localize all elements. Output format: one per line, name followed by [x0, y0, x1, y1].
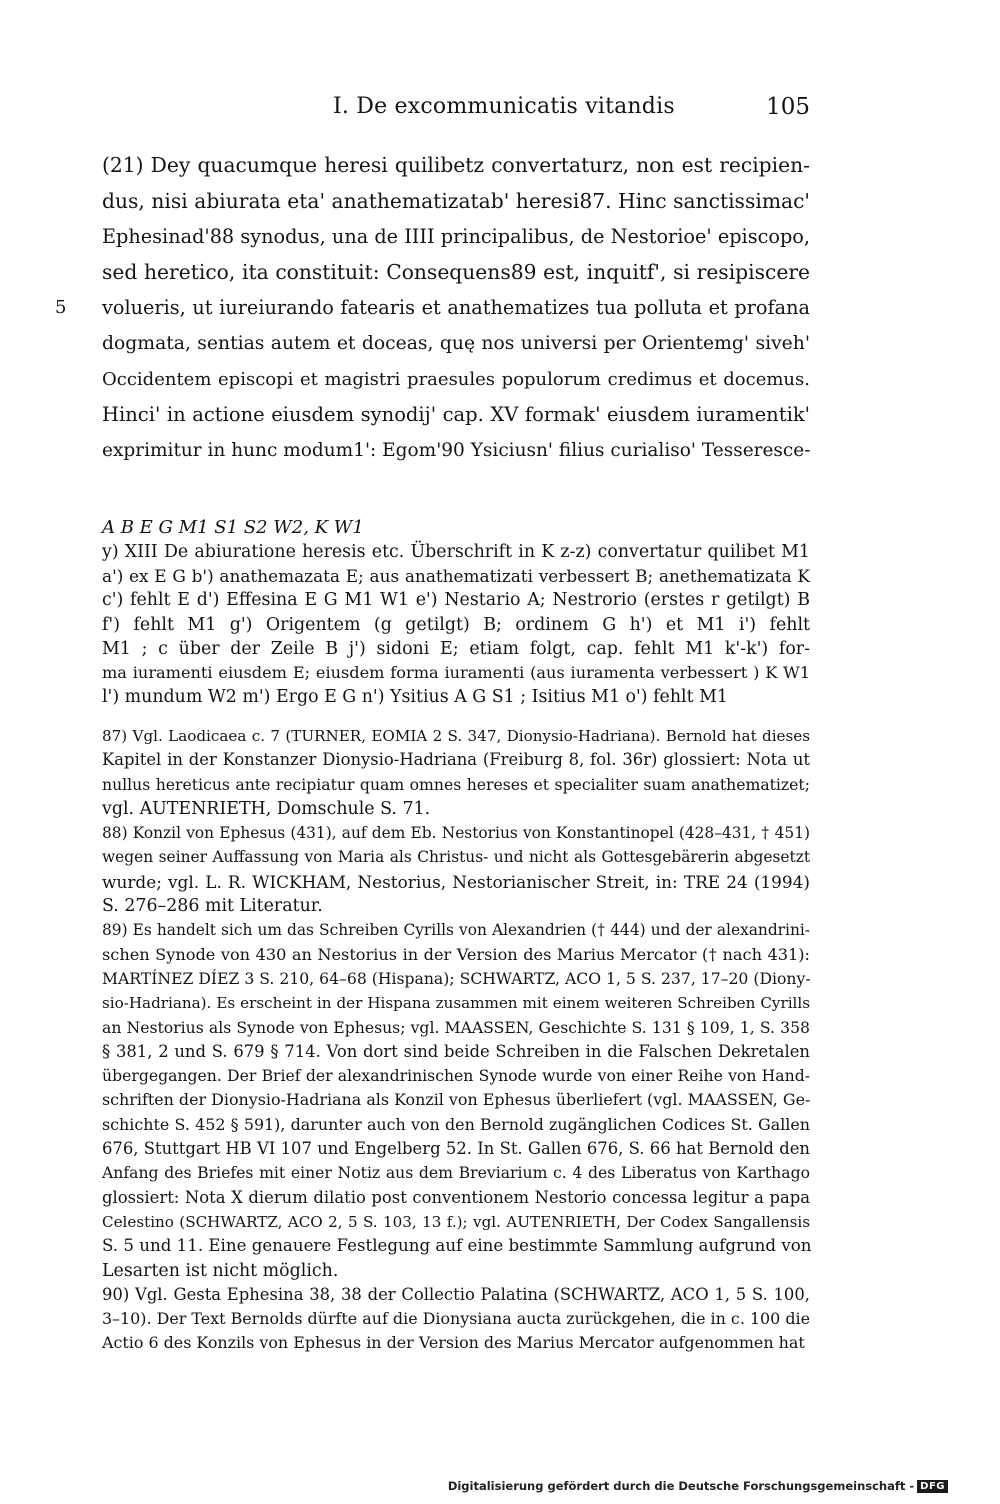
line-number: 5: [55, 297, 67, 319]
funding-note: [448, 1479, 948, 1493]
main-text-line: sed heretico, ita constituit: Consequens89 est, inquitf', si resipiscere: [102, 259, 810, 284]
footnote-line: sio-Hadriana). Es erscheint in der Hispana zusammen mit einem weiteren Schreiben Cyrills: [102, 994, 810, 1013]
footnote-line: Anfang des Briefes mit einer Notiz aus dem Breviarium c. 4 des Liberatus von Karthago: [102, 1163, 810, 1183]
running-head: [0, 92, 1000, 128]
footnotes: [102, 724, 810, 1356]
main-text-line: Hinci' in actione eiusdem synodij' cap. XV formak' eiusdem iuramentik': [102, 403, 810, 427]
footnote-line: 90) Vgl. Gesta Ephesina 38, 38 der Collectio Palatina (SCHWARTZ, ACO 1, 5 S. 100,: [102, 1284, 810, 1304]
footnote-line: nullus hereticus ante recipiatur quam omnes hereses et specialiter suam anathematizet;: [102, 774, 810, 794]
page-number: 105: [766, 94, 810, 120]
footnote-line: übergegangen. Der Brief der alexandrinischen Synode wurde von einer Reihe von Hand-: [102, 1066, 810, 1086]
main-text-line: volueris, ut iureiurando fatearis et anathematizes tua polluta et profana: [102, 296, 810, 320]
footnote-line: wurde; vgl. L. R. WICKHAM, Nestorius, Nestorianischer Streit, in: TRE 24 (1994): [102, 871, 810, 892]
footnote-line: 89) Es handelt sich um das Schreiben Cyrills von Alexandrien († 444) und der alexandrini-: [102, 921, 810, 940]
footnote-line: vgl. AUTENRIETH, Domschule S. 71.: [102, 798, 431, 819]
main-text-line: (21) Dey quacumque heresi quilibetz convertaturz, non est recipien-: [102, 153, 810, 177]
footnote-line: wegen seiner Auffassung von Maria als Christus- und nicht als Gottesgebärerin abgesetzt: [102, 848, 810, 867]
footnote-line: 87) Vgl. Laodicaea c. 7 (TURNER, EOMIA 2 S. 347, Dionysio-Hadriana). Bernold hat dieses: [102, 727, 810, 745]
dfg-logo: DFG: [917, 1480, 948, 1493]
funding-text: Digitalisierung gefördert durch die Deutsche Forschungsgemeinschaft -: [447, 1479, 915, 1493]
critical-apparatus: [102, 540, 810, 709]
footnote-line: 3–10). Der Text Bernolds dürfte auf die Dionysiana aucta zurückgehen, die in c. 100 die: [102, 1309, 810, 1329]
manuscript-sigla: A B E G M1 S1 S2 W2, K W1: [102, 517, 364, 538]
apparatus-line: M1 ; c über der Zeile B j') sidoni E; etiam folgt, cap. fehlt M1 k'-k') for-: [102, 638, 810, 659]
footnote-line: S. 5 und 11. Eine genauere Festlegung auf eine bestimmte Sammlung aufgrund von: [102, 1236, 812, 1256]
footnote-line: MARTÍNEZ DÍEZ 3 S. 210, 64–68 (Hispana); SCHWARTZ, ACO 1, 5 S. 237, 17–20 (Diony-: [102, 968, 811, 988]
footnote-line: schen Synode von 430 an Nestorius in der Version des Marius Mercator († nach 431):: [102, 944, 810, 964]
main-text-line: exprimitur in hunc modum1': Egom'90 Ysiciusn' filius curialiso' Tesseresce-: [102, 439, 811, 461]
footnote-line: schichte S. 452 § 591), darunter auch von den Bernold zugänglichen Codices St. Gallen: [102, 1114, 810, 1134]
footnote-line: schriften der Dionysio-Hadriana als Konzil von Ephesus überliefert (vgl. MAASSEN, Ge-: [102, 1090, 811, 1110]
running-title: I. De excommunicatis vitandis: [333, 94, 675, 119]
main-text: [55, 148, 811, 468]
apparatus-line: c') fehlt E d') Effesina E G M1 W1 e') Nestario A; Nestrorio (erstes r getilgt) B: [102, 590, 810, 611]
footnote-line: Actio 6 des Konzils von Ephesus in der Version des Marius Mercator aufgenommen hat: [102, 1333, 805, 1353]
footnote-line: an Nestorius als Synode von Ephesus; vgl. MAASSEN, Geschichte S. 131 § 109, 1, S. 358: [102, 1017, 810, 1037]
apparatus-line: y) XIII De abiuratione heresis etc. Überschrift in K z-z) convertatur quilibet M1: [102, 542, 810, 562]
footnote-line: 88) Konzil von Ephesus (431), auf dem Eb. Nestorius von Konstantinopel (428–431, † 451): [102, 824, 810, 843]
footnote-line: § 381, 2 und S. 679 § 714. Von dort sind beide Schreiben in die Falschen Dekretalen: [102, 1041, 810, 1061]
main-text-line: Ephesinad'88 synodus, una de IIII principalibus, de Nestorioe' episcopo,: [102, 225, 810, 249]
apparatus-line: l') mundum W2 m') Ergo E G n') Ysitius A G S1 ; Isitius M1 o') fehlt M1: [102, 687, 728, 708]
apparatus-line: a') ex E G b') anathemazata E; aus anathematizati verbessert B; anethematizata K: [102, 566, 810, 587]
main-text-line: dus, nisi abiurata eta' anathematizatab' heresi87. Hinc sanctissimac': [102, 188, 810, 213]
footnote-line: Lesarten ist nicht möglich.: [102, 1260, 339, 1281]
footnote-line: Kapitel in der Konstanzer Dionysio-Hadriana (Freiburg 8, fol. 36r) glossiert: Nota ut: [102, 750, 810, 770]
main-text-line: Occidentem episcopi et magistri praesules populorum credimus et docemus.: [102, 368, 810, 390]
footnote-line: 676, Stuttgart HB VI 107 und Engelberg 52. In St. Gallen 676, S. 66 hat Bernold den: [102, 1139, 810, 1159]
apparatus-line: ma iuramenti eiusdem E; eiusdem forma iuramenti (aus iuramenta verbessert ) K W1: [102, 662, 810, 682]
main-text-line-numbered: [55, 290, 810, 326]
footnote-line: Celestino (SCHWARTZ, ACO 2, 5 S. 103, 13 f.); vgl. AUTENRIETH, Der Codex Sangallensis: [102, 1212, 810, 1231]
apparatus-line: f') fehlt M1 g') Origentem (g getilgt) B; ordinem G h') et M1 i') fehlt: [102, 614, 810, 635]
footnote-line: S. 276–286 mit Literatur.: [102, 896, 323, 917]
footnote-line: glossiert: Nota X dierum dilatio post conventionem Nestorio concessa legitur a papa: [102, 1187, 810, 1207]
main-text-line: dogmata, sentias autem et doceas, quę nos universi per Orientemg' siveh': [102, 332, 810, 354]
